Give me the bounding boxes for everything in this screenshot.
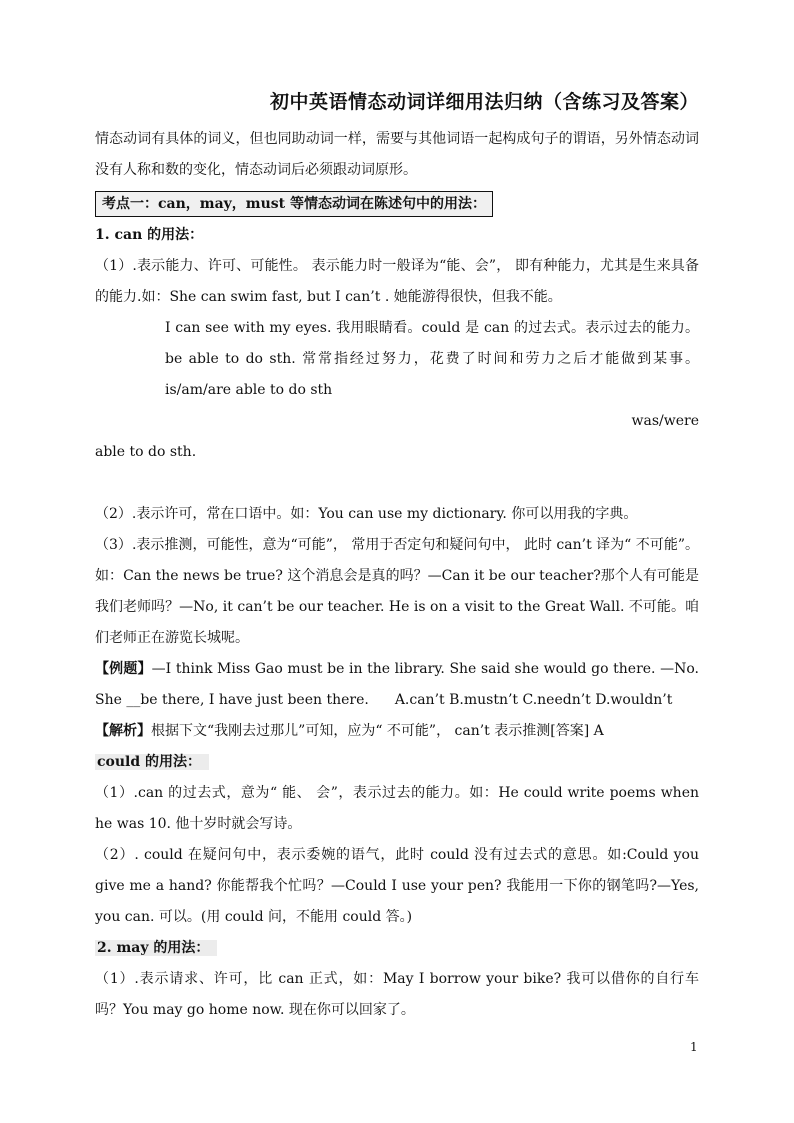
spacer [95,468,699,499]
example-label: 【例题】 [95,661,152,677]
may-point-1: （1）.表示请求、许可，比 can 正式，如：May I borrow your bike? 我可以借你的自行车吗？You may go home now. 现在你可以回家了。 [95,971,699,1018]
example-options: A.can’t B.mustn’t C.needn’t D.wouldn’t [394,692,673,708]
can-heading: 1. can 的用法： [95,227,204,243]
analysis-label: 【解析】 [95,723,151,739]
could-heading: could 的用法： [95,754,209,770]
section-heading-box: 考点一：can，may，must 等情态动词在陈述句中的用法： [95,191,493,217]
could-heading-line [95,747,699,778]
analysis-paragraph [95,716,699,747]
document-title: 初中英语情态动词详细用法归纳（含练习及答案） [269,91,699,113]
can-point-1-example: I can see with my eyes. 我用眼睛看。could 是 can 的过去式。表示过去的能力。be able to do sth. 常常指经过努力，花费了时间和劳力之后才能做到某事。is/am/are able to do sth [165,320,699,398]
can-point-3: （3）.表示推测，可能性，意为“可能”， 常用于否定句和疑问句中， 此时 can’t 译为“ 不可能”。 如：Can the news be true? 这个消息会是真的吗？—Can it be our teacher?那个人有可能是我们老师吗？—No, it can’t be our teacher. He is on a visit to the Great Wall. 不可能。咱们老师正在游览长城呢。 [95,537,699,646]
example-paragraph [95,654,699,716]
example-text: —I think Miss Gao must be in the library. She said she would go there. —No. She __be there, I have just been there. [95,661,699,708]
analysis-text: 根据下文“我刚去过那儿”可知，应为“ 不可能”， can’t 表示推测[答案] A [151,723,604,739]
may-heading: 2. may 的用法： [95,940,217,956]
can-point-1-past-form-tail: able to do sth. [95,444,197,460]
can-point-1: （1）.表示能力、许可、可能性。 表示能力时一般译为“能、会”， 即有种能力，尤其是生来具备的能力.如：She can swim fast, but I can’t . 她能游得很快，但我不能。 [95,258,699,305]
could-point-1: （1）.can 的过去式，意为“ 能、 会”，表示过去的能力。如：He could write poems when he was 10. 他十岁时就会写诗。 [95,785,699,832]
could-point-2: （2）. could 在疑问句中，表示委婉的语气，此时 could 没有过去式的意思。如:Could you give me a hand? 你能帮我个忙吗？—Could I use your pen? 我能用一下你的钢笔吗?—Yes, you can. 可以。(用 could 问，不能用 could 答。) [95,847,699,925]
page-number: 1 [690,1040,698,1054]
can-point-1-past-form: was/were [631,413,699,429]
may-heading-line [95,933,699,964]
document-body [95,86,699,1026]
intro-paragraph: 情态动词有具体的词义，但也同助动词一样，需要与其他词语一起构成句子的谓语，另外情态动词没有人称和数的变化，情态动词后必须跟动词原形。 [95,131,699,178]
can-point-2: （2）.表示许可，常在口语中。如：You can use my dictionary. 你可以用我的字典。 [95,506,638,522]
